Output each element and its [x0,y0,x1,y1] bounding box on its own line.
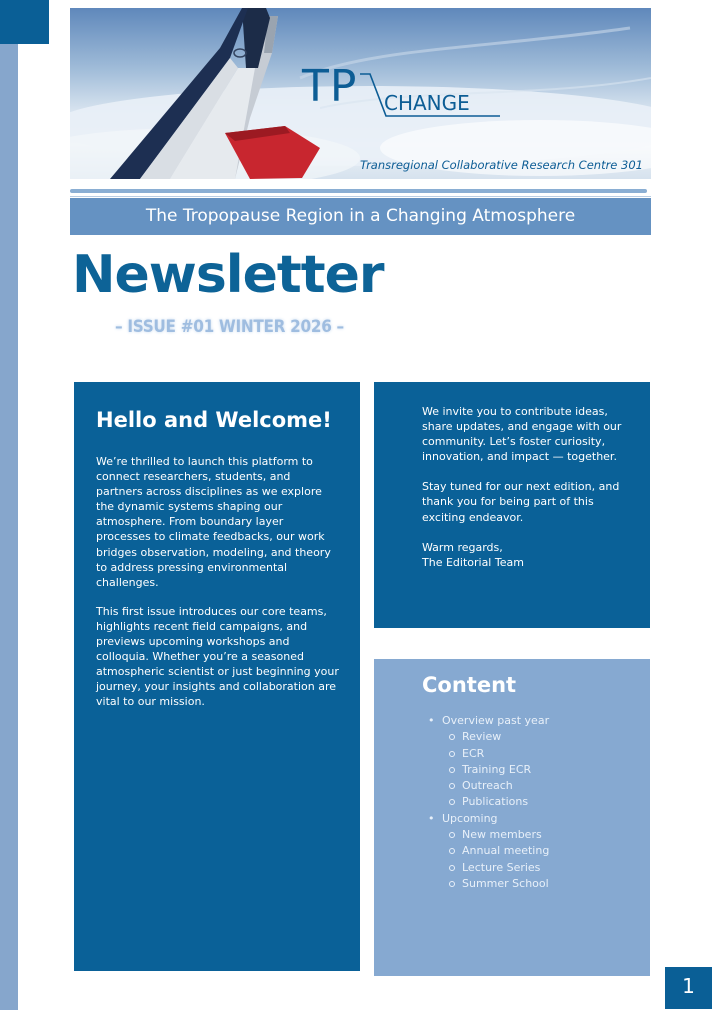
invite-paragraph-1: We invite you to contribute ideas, share updates, and engage with our community. Let’s foster curiosity, innovation, and impact — together. [422,405,622,464]
content-list [422,713,634,892]
welcome-paragraph-1: We’re thrilled to launch this platform to connect researchers, students, and partners across disciplines as we explore the dynamic systems shaping our atmosphere. From boundary layer processes to climate feedbacks, our work bridges observation, modeling, and theory to address pressing environmental challenges. [96,455,331,589]
header-banner-image [70,8,651,179]
closing-line-1: Warm regards, [422,540,503,554]
content-panel [374,659,650,976]
welcome-panel [74,382,360,971]
crc-tagline: Transregional Collaborative Research Centre 301 [359,158,643,172]
invite-panel [374,382,650,628]
corner-accent-block [0,0,49,44]
toc-subitem: Summer School [428,876,634,892]
toc-item: • Upcoming [428,811,634,827]
tp-change-logo [302,60,502,130]
issue-label: – ISSUE #01 WINTER 2026 – [115,317,344,337]
toc-subitem: Training ECR [428,762,634,778]
toc-subitem: Lecture Series [428,860,634,876]
toc-subitem: New members [428,827,634,843]
toc-item: • Overview past year [428,713,634,729]
subtitle-band: The Tropopause Region in a Changing Atmosphere [70,198,651,235]
newsletter-title: Newsletter [72,245,384,305]
toc-subitem: Publications [428,794,634,810]
invite-paragraph-2: Stay tuned for our next edition, and thank you for being part of this exciting endeavor. [422,480,620,524]
header-divider [70,189,647,193]
toc-subitem: Annual meeting [428,843,634,859]
toc-subitem: Outreach [428,778,634,794]
header-divider-thin [70,196,651,197]
toc-subitem: ECR [428,746,634,762]
left-accent-bar [0,0,18,1010]
welcome-heading: Hello and Welcome! [96,408,332,432]
invite-closing [422,540,634,570]
page-number: 1 [665,967,712,1009]
logo-change-text: CHANGE [384,91,470,115]
welcome-paragraph-2: This first issue introduces our core teams, highlights recent field campaigns, and previews upcoming workshops and colloquia. Whether you’re a seasoned atmospheric scientist or just beginning your journey, your insights and collaboration are vital to our mission. [96,604,339,709]
content-heading: Content [422,673,517,697]
logo-tp-text: TP [302,61,358,112]
toc-subitem: Review [428,729,634,745]
closing-line-2: The Editorial Team [422,555,524,569]
